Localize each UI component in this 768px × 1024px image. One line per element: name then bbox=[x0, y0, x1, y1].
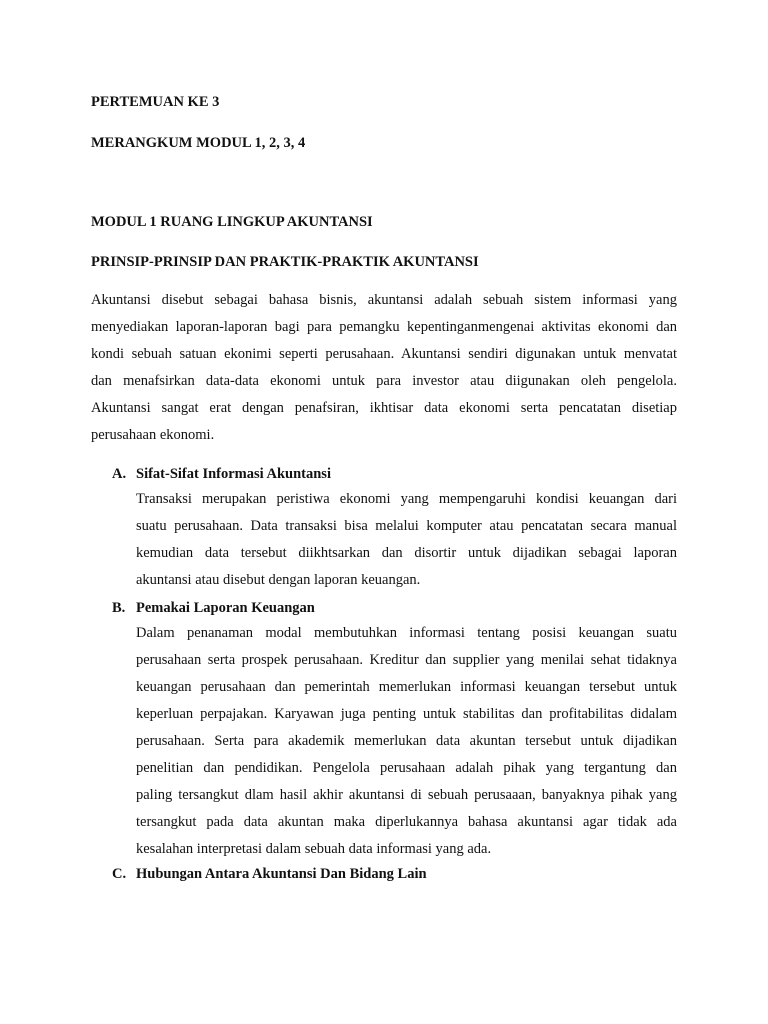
section-b-label: Pemakai Laporan Keuangan bbox=[136, 600, 315, 616]
section-a-line: suatu perusahaan. Data transaksi bisa melalui komputer atau pencatatan secara manual bbox=[136, 518, 677, 534]
section-a-line: kemudian data tersebut diikhtsarkan dan disortir untuk dijadikan sebagai laporan bbox=[136, 545, 677, 561]
section-b-line: paling tersangkut dlam hasil akhir akuntansi di sebuah perusaaan, banyaknya pihak yang bbox=[136, 787, 677, 803]
section-c-label: Hubungan Antara Akuntansi Dan Bidang Lain bbox=[136, 866, 427, 882]
section-b-line: kesalahan interpretasi dalam sebuah data informasi yang ada. bbox=[136, 841, 492, 857]
section-b-paragraph bbox=[136, 620, 677, 863]
intro-line: dan menafsirkan data-data ekonomi untuk para investor atau diigunakan oleh pengelola. bbox=[91, 373, 677, 389]
intro-line: menyediakan laporan-laporan bagi para pemangku kepentinganmengenai aktivitas ekonomi dan bbox=[91, 319, 677, 335]
intro-line: perusahaan ekonomi. bbox=[91, 427, 215, 443]
section-c-title bbox=[112, 864, 427, 884]
section-b-line: Dalam penanaman modal membutuhkan informasi tentang posisi keuangan suatu bbox=[136, 625, 677, 641]
section-a-marker: A. bbox=[112, 466, 127, 482]
summary-heading: MERANGKUM MODUL 1, 2, 3, 4 bbox=[91, 135, 306, 151]
section-a-line: Transaksi merupakan peristiwa ekonomi yang mempengaruhi kondisi keuangan dari bbox=[136, 491, 677, 507]
section-b-marker: B. bbox=[112, 600, 126, 616]
meeting-heading: PERTEMUAN KE 3 bbox=[91, 94, 220, 110]
section-c-marker: C. bbox=[112, 866, 127, 882]
section-b-line: tersangkut pada data akuntan maka diperlukannya bahasa akuntansi agar tidak ada bbox=[136, 814, 677, 830]
section-a-title bbox=[112, 464, 331, 484]
section-a-paragraph bbox=[136, 486, 677, 594]
section-b-line: penelitian dan pendidikan. Pengelola perusahaan adalah pihak yang tergantung dan bbox=[136, 760, 677, 776]
intro-line: Akuntansi sangat erat dengan penafsiran, ikhtisar data ekonomi serta pencatatan disetiap bbox=[91, 400, 677, 416]
section-a-line: akuntansi atau disebut dengan laporan keuangan. bbox=[136, 572, 421, 588]
section-b-line: perusahaan. Serta para akademik memerlukan data akuntan tersebut untuk dijadikan bbox=[136, 733, 677, 749]
section-b-line: keperluan perpajakan. Karyawan juga penting untuk stabilitas dan profitabilitas didalam bbox=[136, 706, 677, 722]
intro-paragraph bbox=[91, 287, 677, 449]
module-title: MODUL 1 RUANG LINGKUP AKUNTANSI bbox=[91, 214, 373, 230]
section-b-line: perusahaan serta prospek perusahaan. Kreditur dan supplier yang menilai sehat tidaknya bbox=[136, 652, 677, 668]
section-a-label: Sifat-Sifat Informasi Akuntansi bbox=[136, 466, 331, 482]
intro-line: Akuntansi disebut sebagai bahasa bisnis, akuntansi adalah sebuah sistem informasi yang bbox=[91, 292, 677, 308]
intro-line: kondi sebuah satuan ekonimi seperti perusahaan. Akuntansi sendiri digunakan untuk menvatat bbox=[91, 346, 677, 362]
section-b-line: keuangan perusahaan dan pemerintah memerlukan informasi keuangan tersebut untuk bbox=[136, 679, 677, 695]
section-b-title bbox=[112, 598, 315, 618]
principles-title: PRINSIP-PRINSIP DAN PRAKTIK-PRAKTIK AKUNTANSI bbox=[91, 254, 479, 270]
